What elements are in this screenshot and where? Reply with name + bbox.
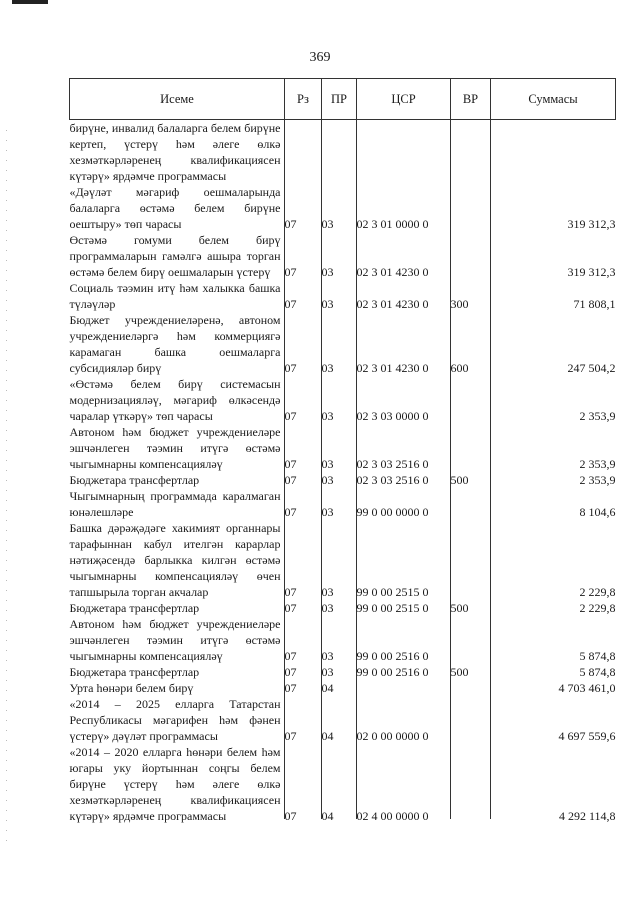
table-row xyxy=(70,280,616,312)
cell-vr xyxy=(451,680,491,696)
cell-csr: 02 3 01 4230 0 xyxy=(356,297,429,311)
cell-pr: 03 xyxy=(321,217,334,231)
cell-vr xyxy=(451,744,491,824)
cell-pr: 03 xyxy=(321,473,334,487)
cell-name: бирүне, инвалид балаларга белем бирүне кертеп, үстерү һәм әлеге өлкә хезмәткәрләренең квалификациясен күтәрү» ярдәмче программасы xyxy=(69,121,281,183)
cell-rz: 07 xyxy=(284,649,297,663)
header-name: Исеме xyxy=(70,79,285,120)
table-row xyxy=(70,376,616,424)
cell-csr xyxy=(357,680,451,696)
cell-vr xyxy=(451,424,491,472)
cell-sum: 319 312,3 xyxy=(567,265,616,279)
table-row xyxy=(70,616,616,664)
cell-vr xyxy=(451,232,491,280)
cell-rz: 07 xyxy=(284,297,297,311)
cell-rz: 07 xyxy=(284,409,297,423)
cell-pr: 03 xyxy=(321,297,334,311)
cell-csr: 02 3 03 2516 0 xyxy=(356,473,429,487)
cell-vr: 300 xyxy=(450,297,469,311)
cell-rz: 07 xyxy=(284,265,297,279)
cell-sum: 319 312,3 xyxy=(567,217,616,231)
margin-dots xyxy=(6,130,7,850)
cell-sum xyxy=(491,120,616,185)
cell-rz: 07 xyxy=(284,729,297,743)
cell-pr: 04 xyxy=(321,681,334,695)
table-row xyxy=(70,424,616,472)
cell-vr: 500 xyxy=(450,665,469,679)
table-row xyxy=(70,744,616,824)
cell-name: Бюджетара трансфертлар xyxy=(69,473,200,487)
header-sum: Суммасы xyxy=(491,79,616,120)
table-row xyxy=(70,312,616,376)
table-row xyxy=(70,680,616,696)
cell-pr: 03 xyxy=(321,649,334,663)
cell-sum: 2 229,8 xyxy=(579,601,616,615)
table-row xyxy=(70,600,616,616)
cell-vr xyxy=(451,488,491,520)
cell-name: Урта һөнәри белем бирү xyxy=(69,681,194,695)
cell-name: Автоном һәм бюджет учреждениеләре эшчәнлеген тәэмин итүгә өстәмә чыгымнарны компенсацияләү xyxy=(69,617,281,663)
cell-sum: 2 353,9 xyxy=(579,473,616,487)
cell-csr: 99 0 00 2516 0 xyxy=(356,649,429,663)
cell-vr: 500 xyxy=(450,601,469,615)
cell-rz: 07 xyxy=(284,585,297,599)
cell-vr xyxy=(451,616,491,664)
cell-csr: 02 3 01 4230 0 xyxy=(356,265,429,279)
table-row xyxy=(70,696,616,744)
cell-name: «Дәүләт мәгариф оешмаларында балаларга өстәмә белем бирүне оештыру» төп чарасы xyxy=(69,185,281,231)
cell-sum: 71 808,1 xyxy=(573,297,616,311)
cell-csr: 02 3 01 0000 0 xyxy=(356,217,429,231)
cell-name: Бюджет учреждениеләренә, автоном учреждениеләргә һәм коммерциягә карамаган башка оешмаларга субсидияләр бирү xyxy=(69,313,281,375)
cell-pr: 03 xyxy=(321,409,334,423)
cell-sum: 2 229,8 xyxy=(579,585,616,599)
table-row xyxy=(70,120,616,185)
cell-pr: 03 xyxy=(321,361,334,375)
cell-name: Бюджетара трансфертлар xyxy=(69,601,200,615)
cell-rz: 07 xyxy=(284,681,297,695)
cell-sum: 8 104,6 xyxy=(579,505,616,519)
header-vr: ВР xyxy=(451,79,491,120)
cell-name: Чыгымнарның программада каралмаган юнәлешләре xyxy=(69,489,281,519)
cell-csr: 99 0 00 2515 0 xyxy=(356,601,429,615)
cell-pr: 03 xyxy=(321,505,334,519)
cell-pr: 04 xyxy=(321,729,334,743)
cell-vr xyxy=(451,184,491,232)
cell-sum: 4 703 461,0 xyxy=(558,681,616,695)
cell-vr xyxy=(451,120,491,185)
cell-sum: 4 697 559,6 xyxy=(558,729,616,743)
cell-sum: 4 292 114,8 xyxy=(558,809,616,823)
cell-csr: 02 0 00 0000 0 xyxy=(356,729,429,743)
table-row xyxy=(70,664,616,680)
table-row xyxy=(70,488,616,520)
cell-csr: 99 0 00 2516 0 xyxy=(356,665,429,679)
cell-pr: 03 xyxy=(321,601,334,615)
cell-rz: 07 xyxy=(284,473,297,487)
cell-pr xyxy=(322,120,357,185)
table-row xyxy=(70,472,616,488)
cell-rz: 07 xyxy=(284,217,297,231)
cell-csr: 02 3 01 4230 0 xyxy=(356,361,429,375)
header-rz: Рз xyxy=(285,79,322,120)
cell-sum: 247 504,2 xyxy=(567,361,616,375)
cell-name: «Өстәмә белем бирү системасын модернизацияләү, мәгариф өлкәсендә чаралар үткәрү» төп чарасы xyxy=(69,377,281,423)
cell-sum: 5 874,8 xyxy=(579,665,616,679)
cell-csr: 99 0 00 0000 0 xyxy=(356,505,429,519)
header-pr: ПР xyxy=(322,79,357,120)
table-row xyxy=(70,232,616,280)
table-row xyxy=(70,184,616,232)
cell-rz: 07 xyxy=(284,665,297,679)
cell-sum: 2 353,9 xyxy=(579,457,616,471)
cell-name: Башка дәрәҗәдәге хакимият органнары тарафыннан кабул ителгән карарлар нәтиҗәсендә барлыкка килгән өстәмә чыгымнарны компенсацияләү өчен тапшырыла торган акчалар xyxy=(69,521,281,599)
cell-name: «2014 – 2025 елларга Татарстан Республикасы мәгарифен һәм фәнен үстерү» дәүләт программасы xyxy=(69,697,281,743)
page-number: 369 xyxy=(309,50,331,65)
cell-rz: 07 xyxy=(284,809,297,823)
cell-rz xyxy=(285,120,322,185)
cell-pr: 03 xyxy=(321,585,334,599)
cell-name: Бюджетара трансфертлар xyxy=(69,665,200,679)
cell-name: Өстәмә гомуми белем бирү программаларын гамәлгә ашыра торган өстәмә белем бирү оешмаларын үстерү xyxy=(69,233,281,279)
cell-rz: 07 xyxy=(284,457,297,471)
cell-pr: 03 xyxy=(321,457,334,471)
cell-name: Автоном һәм бюджет учреждениеләре эшчәнлеген тәэмин итүгә өстәмә чыгымнарны компенсацияләү xyxy=(69,425,281,471)
cell-name: «2014 – 2020 елларга һөнәри белем һәм югары уку йортыннан соңгы белем бирүне үстерү һәм әлеге өлкә хезмәткәрләренең квалификациясен күтәрү» ярдәмче программасы xyxy=(69,745,281,823)
cell-csr: 99 0 00 2515 0 xyxy=(356,585,429,599)
cell-pr: 04 xyxy=(321,809,334,823)
table-header-row xyxy=(70,79,616,120)
cell-csr: 02 3 03 2516 0 xyxy=(356,457,429,471)
cell-rz: 07 xyxy=(284,361,297,375)
cell-vr xyxy=(451,520,491,600)
budget-table xyxy=(69,78,616,824)
cell-csr: 02 3 03 0000 0 xyxy=(356,409,429,423)
cell-csr: 02 4 00 0000 0 xyxy=(356,809,429,823)
cell-rz: 07 xyxy=(284,601,297,615)
cell-csr xyxy=(357,120,451,185)
cell-sum: 5 874,8 xyxy=(579,649,616,663)
cell-vr xyxy=(451,376,491,424)
header-csr: ЦСР xyxy=(357,79,451,120)
table-body xyxy=(70,120,616,825)
cell-vr xyxy=(451,696,491,744)
table-row xyxy=(70,520,616,600)
cell-rz: 07 xyxy=(284,505,297,519)
cell-pr: 03 xyxy=(321,265,334,279)
cell-pr: 03 xyxy=(321,665,334,679)
corner-mark xyxy=(12,0,48,4)
cell-vr: 500 xyxy=(450,473,469,487)
cell-vr: 600 xyxy=(450,361,469,375)
cell-sum: 2 353,9 xyxy=(579,409,616,423)
cell-name: Социаль тәэмин итү һәм халыкка башка түләүләр xyxy=(69,281,281,311)
